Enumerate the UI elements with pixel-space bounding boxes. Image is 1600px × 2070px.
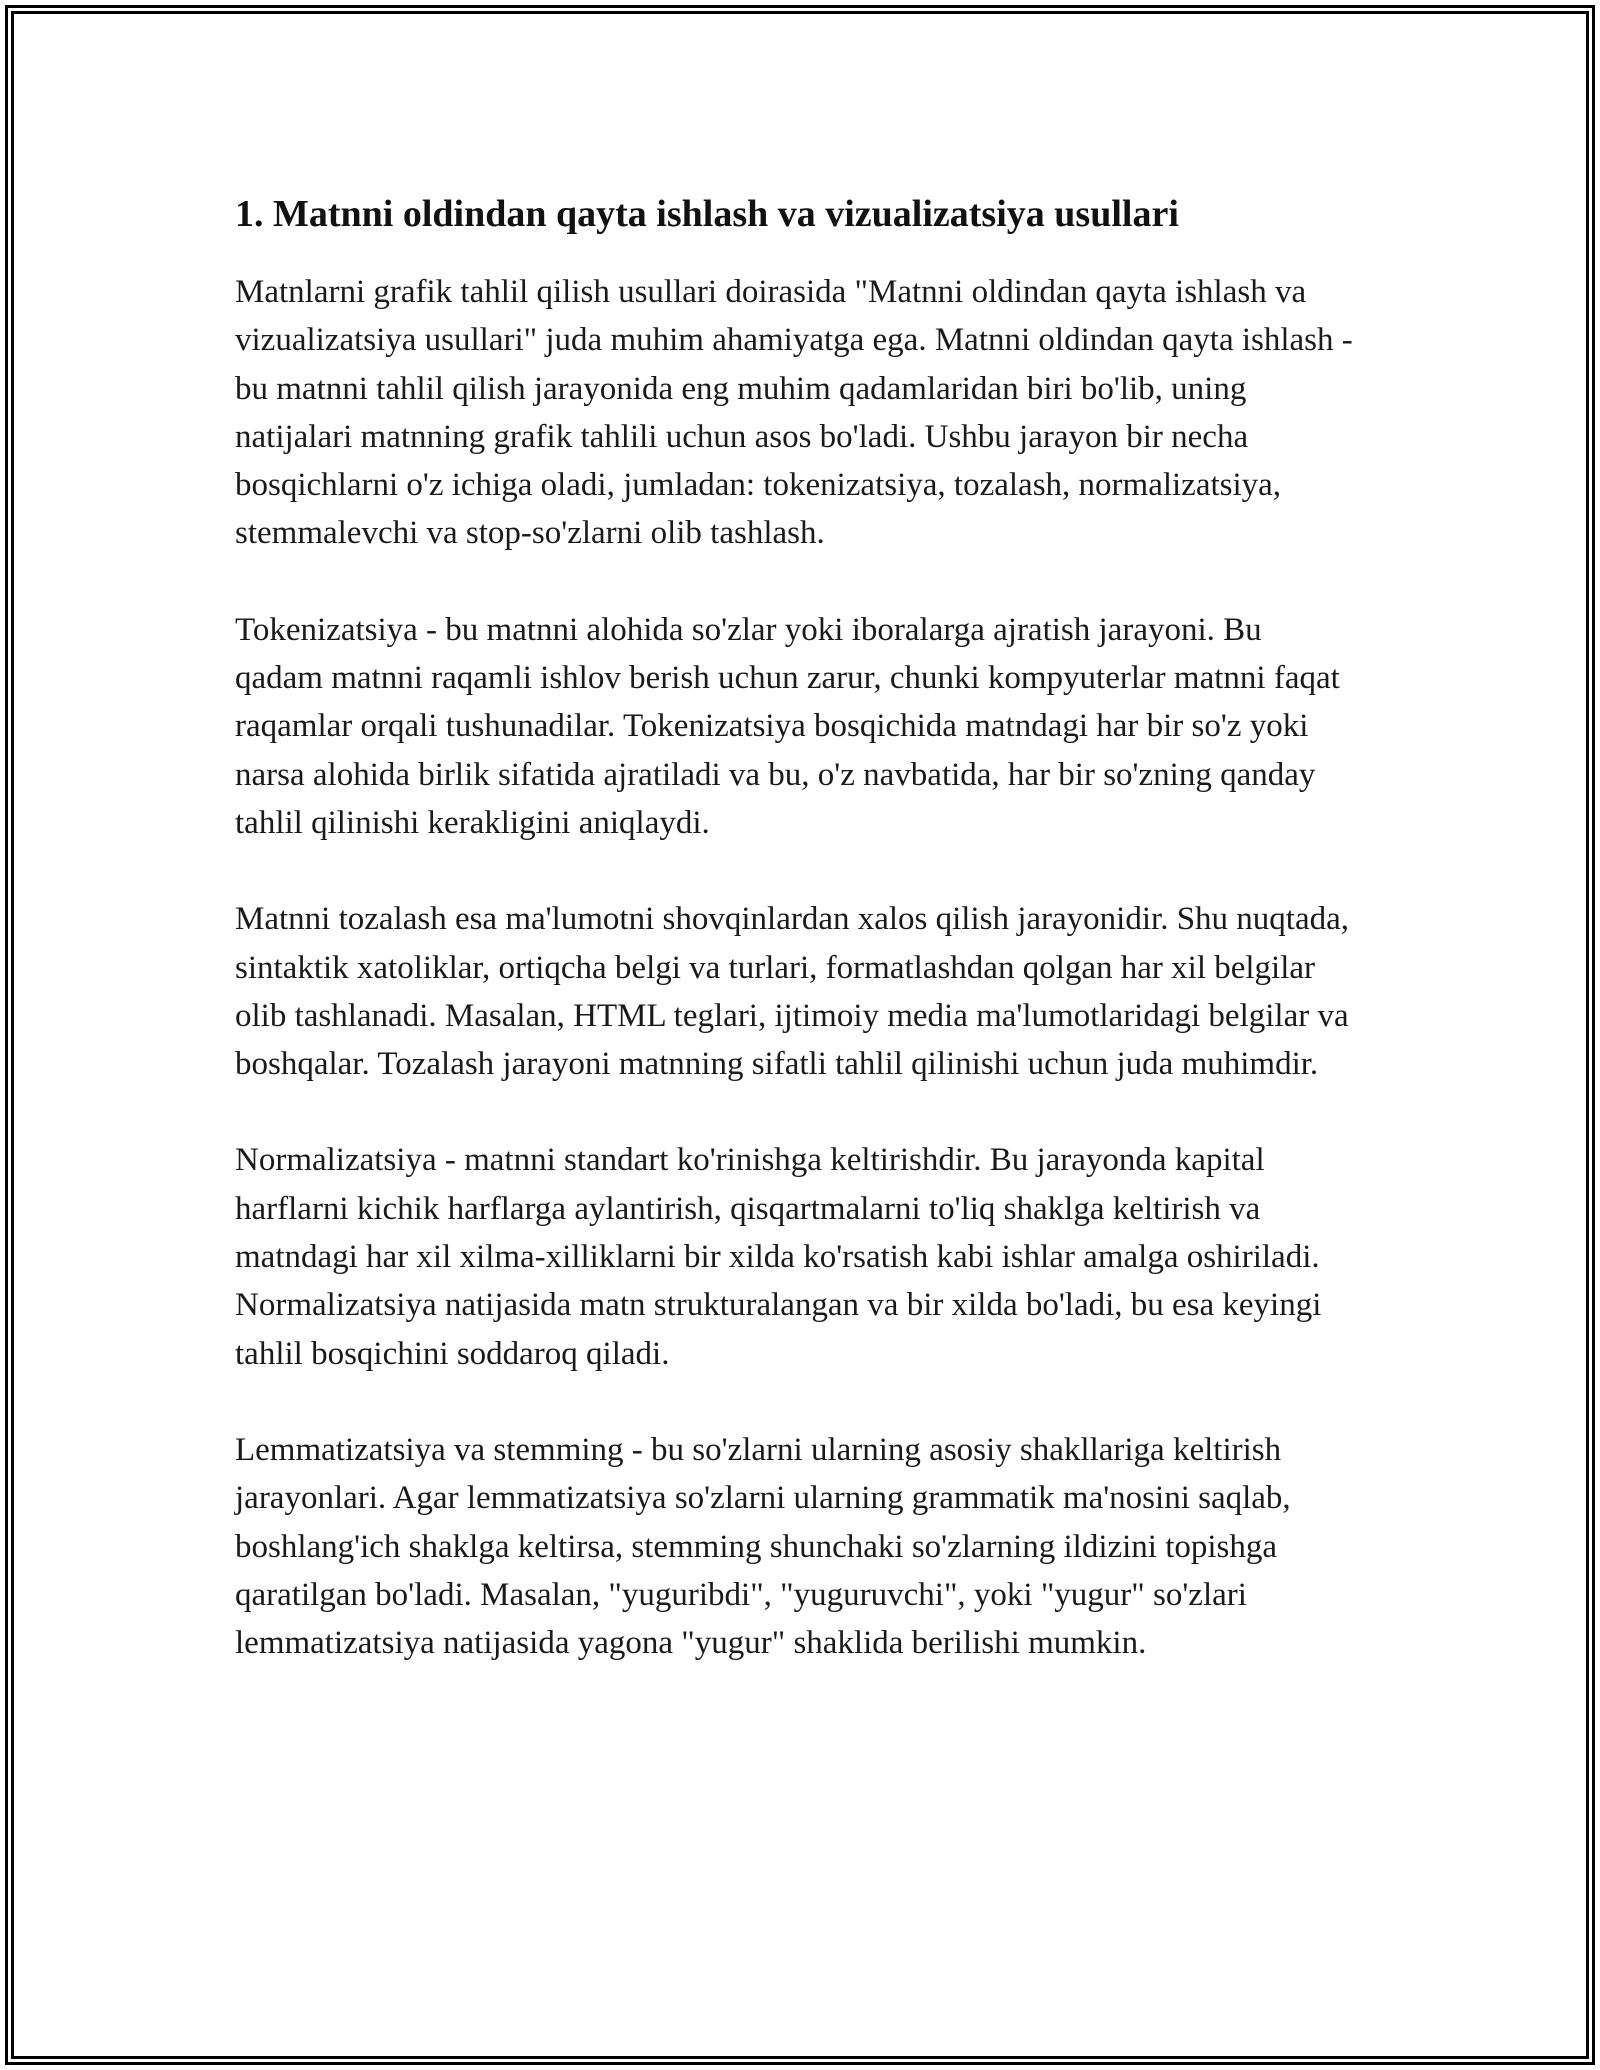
paragraph-lemmatization: Lemmatizatsiya va stemming - bu so'zlarni ularning asosiy shakllariga keltirish jarayonlari. Agar lemmatizatsiya so'zlarni ularning grammatik ma'nosini saqlab, boshlang'ich shaklga keltirsa, stemming shunchaki so'zlarning ildizini topishga qaratilgan bo'ladi. Masalan, "yuguribdi", "yuguruvchi", yoki "yugur" so'zlari lemmatizatsiya natijasida yagona "yugur" shaklida berilishi mumkin. — [235, 1431, 1291, 1662]
paragraph-preprocessing: Matnlarni grafik tahlil qilish usullari doirasida "Matnni oldindan qayta ishlash va vizualizatsiya usullari" juda muhim ahamiyatga ega. Matnni oldindan qayta ishlash - bu matnni tahlil qilish jarayonida eng muhim qadamlaridan biri bo'lib, uning natijalari matnning grafik tahlili uchun asos bo'ladi. Ushbu jarayon bir necha bosqichlarni o'z ichiga oladi, jumladan: tokenizatsiya, tozalash, normalizatsiya, stemmalevchi va stop-so'zlarni olib tashlash. — [235, 274, 1353, 552]
paragraph-normalization: Normalizatsiya - matnni standart ko'rinishga keltirishdir. Bu jarayonda kapital harflarni kichik harflarga aylantirish, qisqartmalarni to'liq shaklga keltirish va matndagi har xil xilma-xilliklarni bir xilda ko'rsatish kabi ishlar amalga oshiriladi. Normalizatsiya natijasida matn strukturalangan va bir xilda bo'ladi, bu esa keyingi tahlil bosqichini soddaroq qiladi. — [235, 1142, 1322, 1372]
paragraph-cleaning: Matnni tozalash esa ma'lumotni shovqinlardan xalos qilish jarayonidir. Shu nuqtada, sintaktik xatoliklar, ortiqcha belgi va turlari, formatlashdan qolgan har xil belgilar olib tashlanadi. Masalan, HTML teglari, ijtimoiy media ma'lumotlaridagi belgilar va boshqalar. Tozalash jarayoni matnning sifatli tahlil qilinishi uchun juda muhimdir. — [235, 901, 1350, 1083]
document-body — [235, 188, 1355, 1715]
page-title: 1. Matnni oldindan qayta ishlash va vizualizatsiya usullari — [235, 193, 1179, 235]
paragraph-tokenization: Tokenizatsiya - bu matnni alohida so'zlar yoki iboralarga ajratish jarayoni. Bu qadam matnni raqamli ishlov berish uchun zarur, chunki kompyuterlar matnni faqat raqamlar orqali tushunadilar. Tokenizatsiya bosqichida matndagi har bir so'z yoki narsa alohida birlik sifatida ajratiladi va bu, o'z navbatida, har bir so'zning qanday tahlil qilinishi kerakligini aniqlaydi. — [235, 611, 1340, 841]
